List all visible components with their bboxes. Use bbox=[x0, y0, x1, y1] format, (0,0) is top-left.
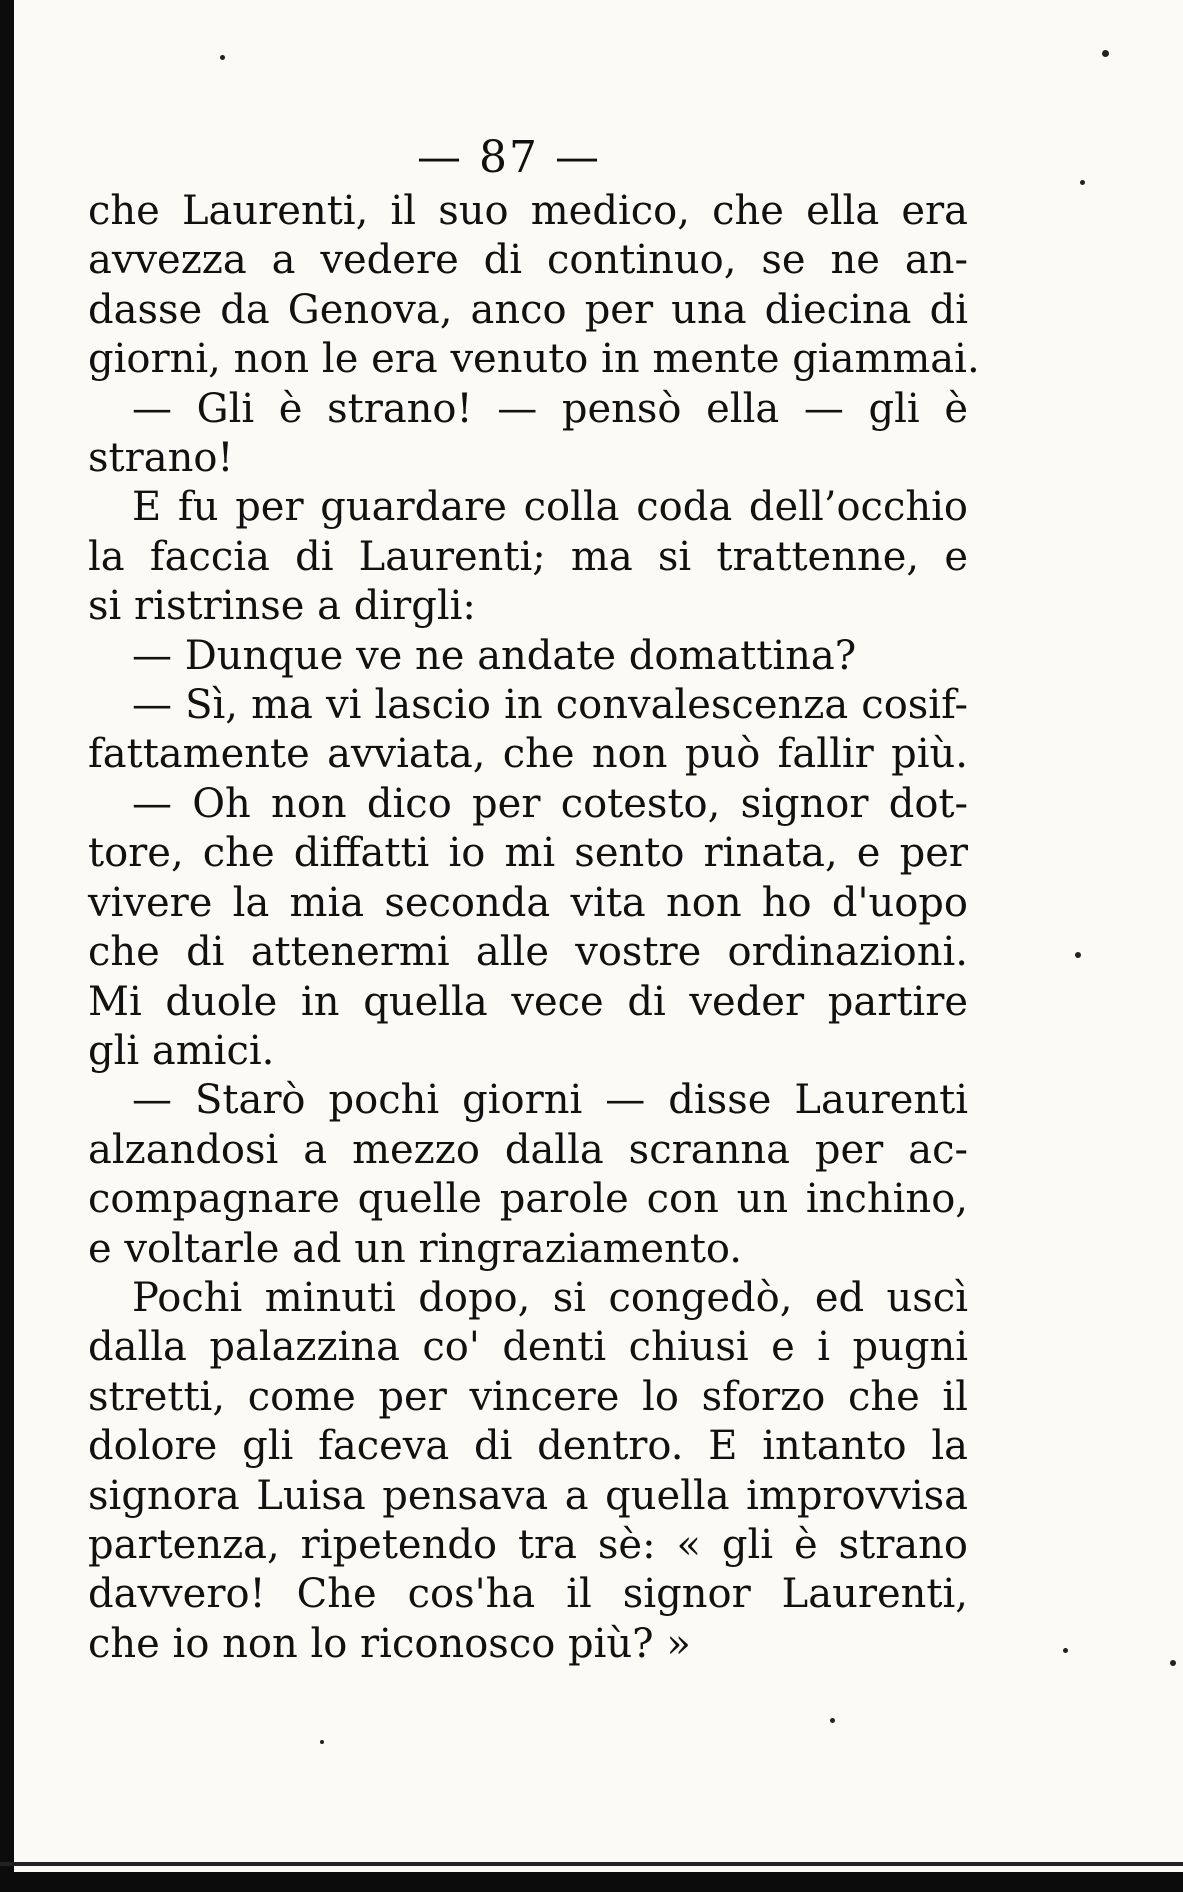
text-line: dolore gli faceva di dentro. E intanto la bbox=[88, 1423, 968, 1470]
text-line: — Starò pochi giorni — disse Laurenti bbox=[132, 1077, 968, 1124]
text-line: tore, che diffatti io mi sento rinata, e per bbox=[88, 830, 968, 877]
scan-speck bbox=[1080, 180, 1085, 185]
scan-speck bbox=[830, 1718, 835, 1723]
text-line: alzandosi a mezzo dalla scranna per ac- bbox=[88, 1126, 968, 1173]
text-line: dasse da Genova, anco per una diecina di bbox=[88, 286, 968, 333]
text-line: che di attenermi alle vostre ordinazioni. bbox=[88, 929, 968, 976]
text-line: stretti, come per vincere lo sforzo che il bbox=[88, 1373, 968, 1420]
text-line: che io non lo riconosco più? » bbox=[88, 1620, 691, 1667]
scan-speck bbox=[1063, 1648, 1068, 1653]
scan-speck bbox=[1102, 50, 1109, 57]
text-line: — Sì, ma vi lascio in convalescenza cosif- bbox=[132, 682, 968, 729]
text-line: vivere la mia seconda vita non ho d'uopo bbox=[88, 879, 968, 926]
page-bottom-edge bbox=[0, 1872, 1183, 1892]
text-line: partenza, ripetendo tra sè: « gli è strano bbox=[88, 1521, 968, 1568]
text-line: compagnare quelle parole con un inchino, bbox=[88, 1176, 968, 1223]
scan-speck bbox=[1075, 952, 1081, 958]
text-line: signora Luisa pensava a quella improvvisa bbox=[88, 1472, 968, 1519]
text-line: strano! bbox=[88, 435, 234, 482]
text-line: E fu per guardare colla coda dell’occhio bbox=[132, 484, 968, 531]
text-line: — Dunque ve ne andate domattina? bbox=[132, 632, 857, 679]
text-line: gli amici. bbox=[88, 1027, 275, 1074]
text-line: e voltarle ad un ringraziamento. bbox=[88, 1225, 742, 1272]
text-line: — Oh non dico per cotesto, signor dot- bbox=[132, 780, 968, 827]
page-bottom-rule bbox=[0, 1862, 1183, 1866]
text-line: si ristrinse a dirgli: bbox=[88, 583, 476, 630]
text-line: avvezza a vedere di continuo, se ne an- bbox=[88, 237, 968, 284]
scan-speck bbox=[220, 55, 225, 60]
text-line: dalla palazzina co' denti chiusi e i pugni bbox=[88, 1324, 968, 1371]
text-line: — Gli è strano! — pensò ella — gli è bbox=[132, 385, 968, 432]
scan-speck bbox=[1170, 1660, 1176, 1666]
text-line: fattamente avviata, che non può fallir più. bbox=[88, 731, 968, 778]
text-line: la faccia di Laurenti; ma si trattenne, e bbox=[88, 533, 968, 580]
text-line: Mi duole in quella vece di veder partire bbox=[88, 978, 968, 1025]
text-line: davvero! Che cos'ha il signor Laurenti, bbox=[88, 1571, 968, 1618]
page-left-edge bbox=[0, 0, 14, 1892]
page-number: — 87 — bbox=[417, 132, 601, 183]
text-line: che Laurenti, il suo medico, che ella era bbox=[88, 188, 968, 234]
text-line: giorni, non le era venuto in mente giammai. bbox=[88, 336, 980, 383]
text-line: Pochi minuti dopo, si congedò, ed uscì bbox=[132, 1274, 968, 1321]
scan-speck bbox=[320, 1740, 324, 1744]
body-text bbox=[88, 187, 980, 1669]
